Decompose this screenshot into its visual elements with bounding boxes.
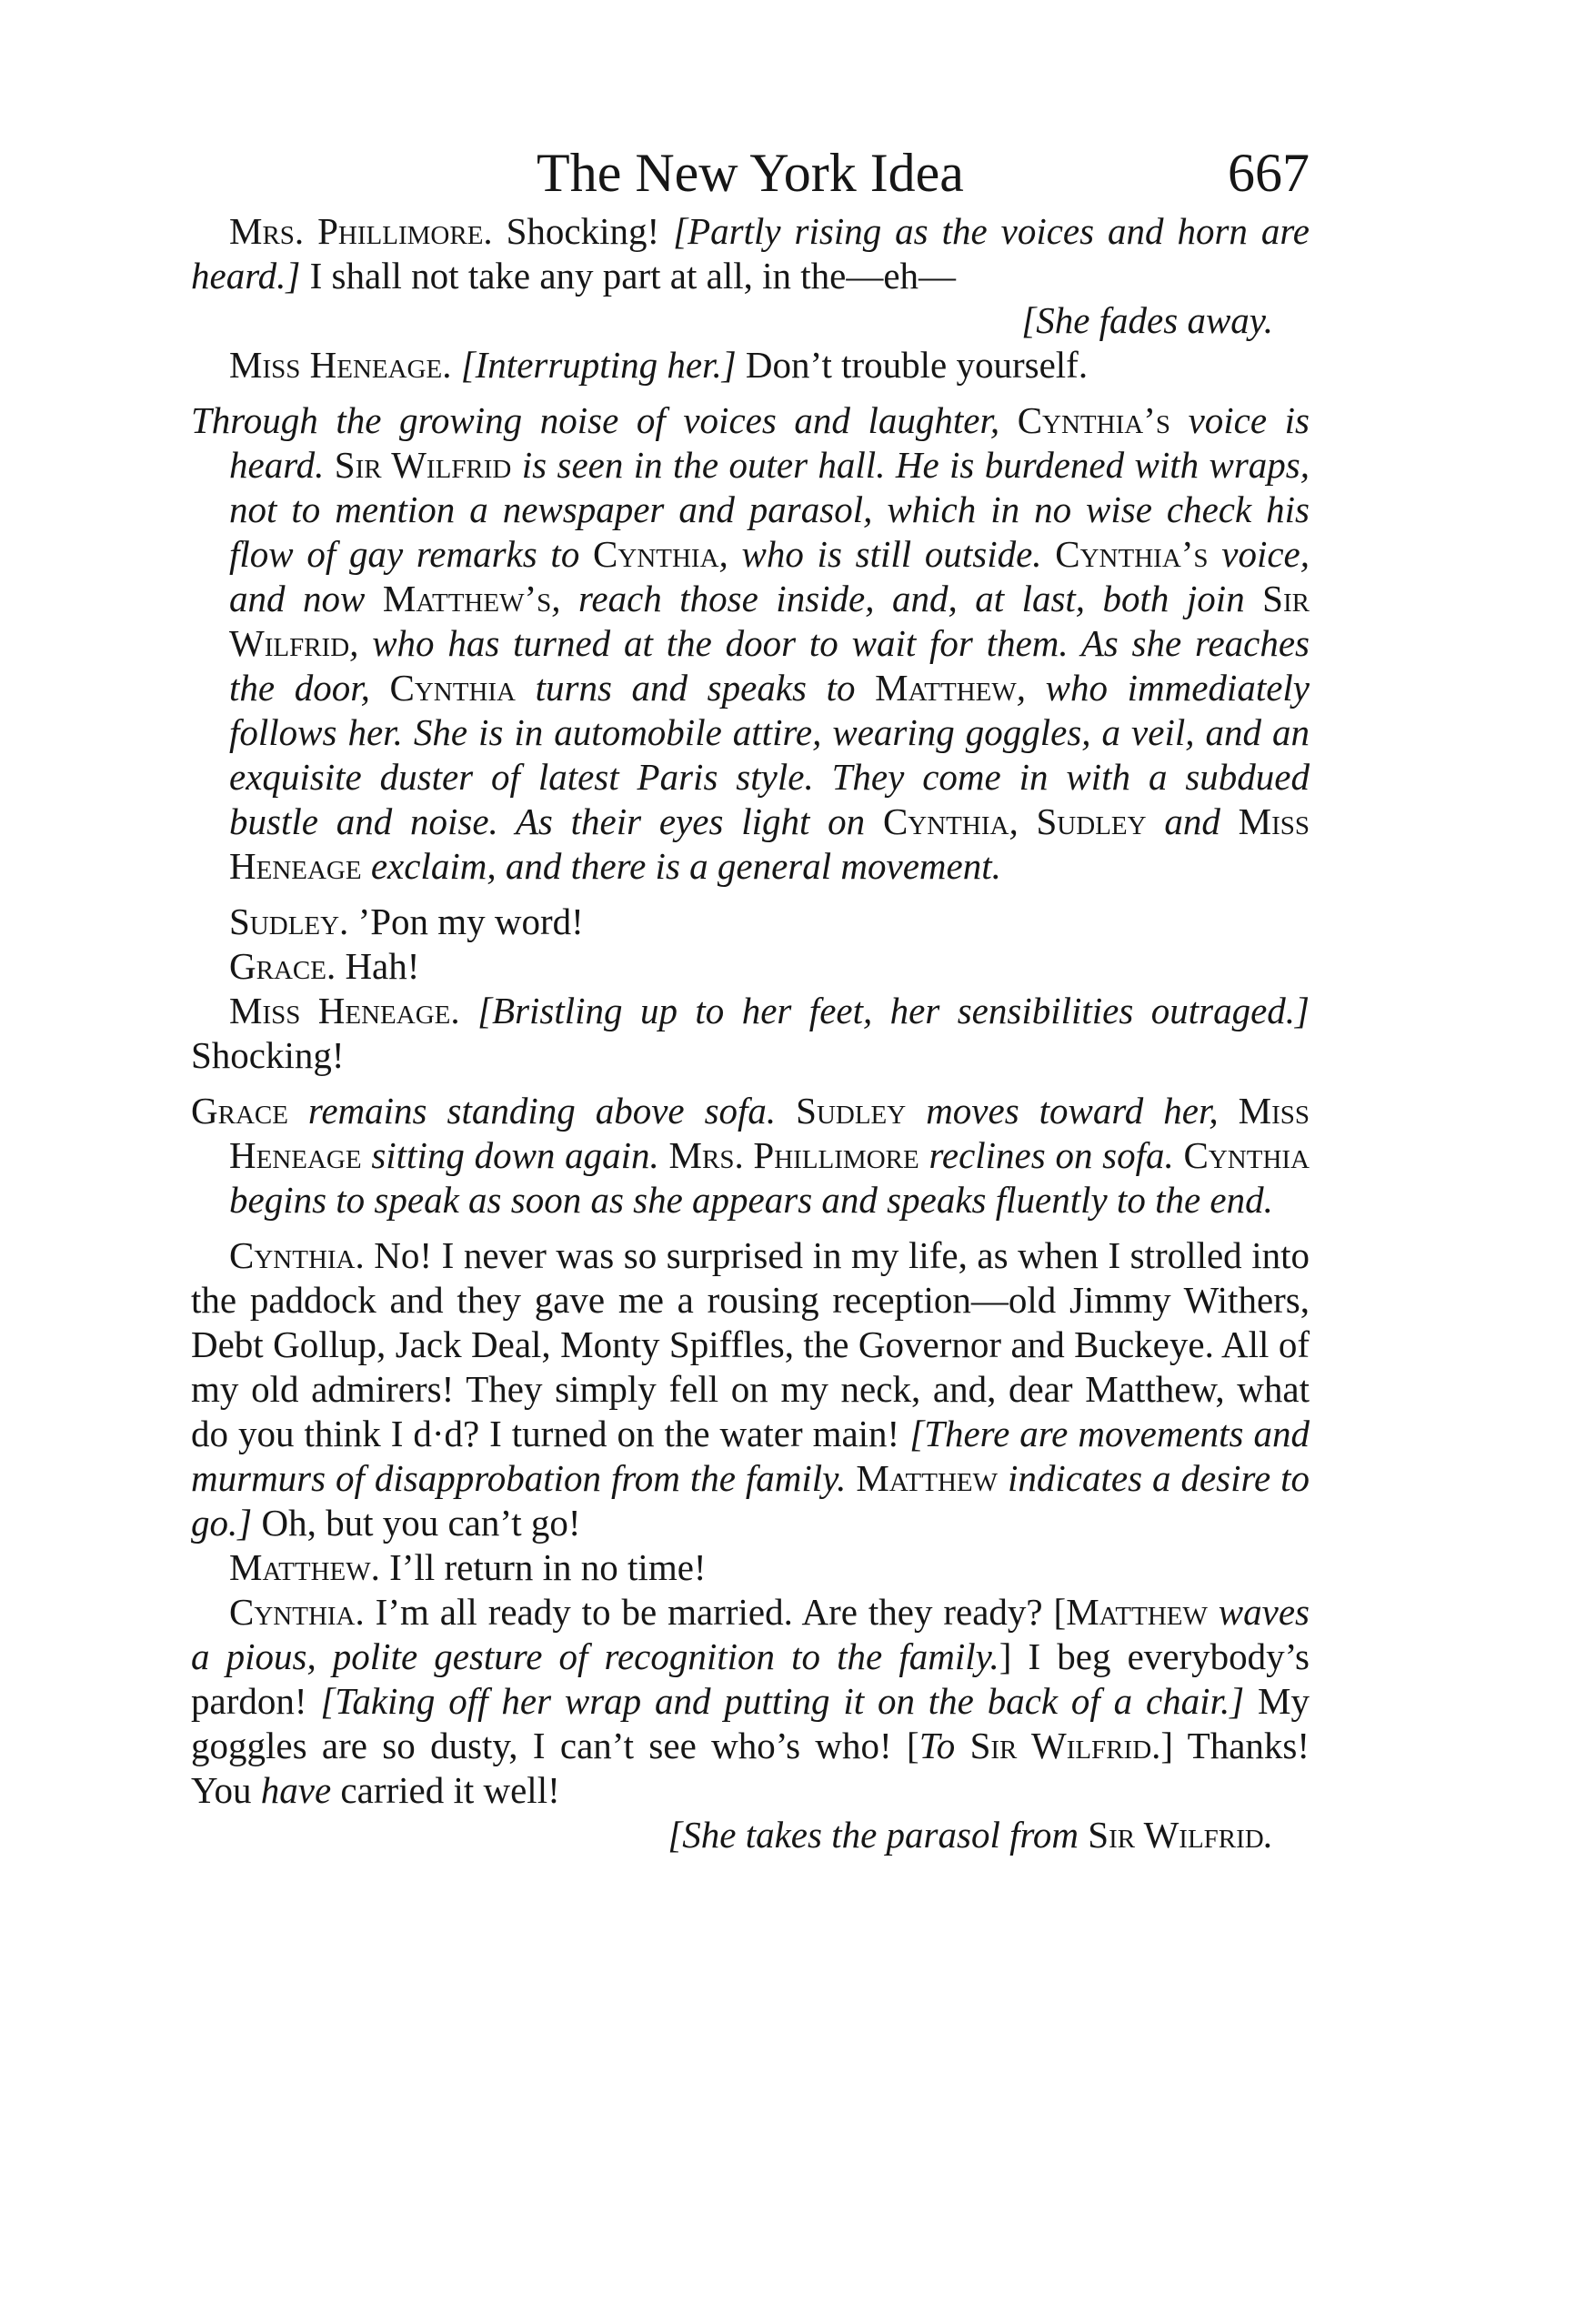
speech-text: I shall not take any part at all, in the—eh—	[300, 255, 957, 297]
stage-direction: [Taking off her wrap and putting it on the back of a chair.]	[320, 1680, 1245, 1722]
stage-direction: [Interrupting her.]	[460, 344, 737, 386]
speaker-name: Miss Heneage.	[229, 990, 460, 1031]
speaker-name: Cynthia.	[229, 1234, 365, 1276]
speech-cynthia-2	[191, 1590, 1310, 1813]
stage-direction: To	[918, 1725, 956, 1766]
character-name: Mrs. Phillimore	[668, 1134, 919, 1176]
speech-text: Hah!	[336, 945, 420, 987]
stage-text: and	[1146, 800, 1239, 842]
running-header	[191, 136, 1310, 209]
speech-miss-heneage-2	[191, 989, 1310, 1078]
character-name: Cynthia’s	[1055, 533, 1209, 575]
speech-sudley	[191, 900, 1310, 944]
character-name: Matthew’s	[382, 578, 552, 619]
page-number: 667	[1228, 143, 1310, 203]
stage-direction: [Bristling up to her feet, her sensibilities outraged.]	[477, 990, 1310, 1031]
stage-text: turns and speaks to	[516, 667, 876, 709]
speech-text: carried it well!	[331, 1769, 560, 1811]
stage-text: voice is heard.	[229, 399, 1310, 486]
speech-text: Oh, but you can’t go!	[252, 1502, 581, 1544]
character-name: Sudley	[1036, 800, 1147, 842]
stage-text: Through the growing noise of voices and laughter,	[191, 399, 1018, 441]
stage-text: , who is still outside.	[718, 533, 1056, 575]
speaker-name: Matthew.	[229, 1546, 380, 1588]
character-name: Matthew	[875, 667, 1017, 709]
stage-direction: [Partly rising as the voices and horn are heard.]	[191, 210, 1310, 297]
speech-text: I’m all ready to be married. Are they ready? [	[364, 1591, 1067, 1633]
stage-direction-block	[191, 398, 1310, 889]
speech-text: Shocking!	[191, 1034, 345, 1076]
stage-text: begins to speak as soon as she appears and speaks fluently to the end.	[229, 1179, 1273, 1221]
speaker-name: Sudley.	[229, 900, 349, 942]
stage-text: is seen in the outer hall. He is burdened with wraps, not to mention a newspaper and parasol, which in no wise check his flow of gay remarks to	[229, 444, 1310, 575]
speech-text: My goggles are so dusty, I can’t see who’s who! [	[191, 1680, 1310, 1766]
speech-text: No! I never was so surprised in my life, as when I strolled into the paddock and they gave me a rousing reception—old Jimmy Withers, Debt Gollup, Jack Deal, Monty Spiffles, the Governor and Buckeye. All of my old admirers! They simply fell on my neck, and, dear Matthew, what do you think I d·d? I turned on the water main!	[191, 1234, 1310, 1454]
speech-matthew	[191, 1545, 1310, 1590]
character-name: Cynthia	[1183, 1134, 1310, 1176]
character-name: Cynthia	[593, 533, 719, 575]
stage-text: , reach those inside, and, at last, both join	[551, 578, 1263, 619]
stage-direction: waves a pious, polite gesture of recognition to the family.	[191, 1591, 1310, 1677]
stage-direction: indicates a desire to go.]	[191, 1457, 1310, 1544]
stage-text: remains standing above sofa.	[287, 1090, 797, 1132]
speech-text: .] Thanks! You	[191, 1725, 1310, 1811]
character-name: Cynthia	[882, 800, 1009, 842]
stage-text: voice, and now	[229, 533, 1310, 619]
character-name: Sudley	[796, 1090, 907, 1132]
speech-mrs-phillimore	[191, 209, 1310, 298]
speaker-name: Mrs. Phillimore.	[229, 210, 493, 252]
stage-text: exclaim, and there is a general movement.	[361, 845, 1001, 887]
emphasis: have	[260, 1769, 332, 1811]
speech-text: ’Pon my word!	[348, 900, 584, 942]
character-name: Miss Heneage	[229, 1090, 1310, 1176]
speaker-name: Cynthia.	[229, 1591, 365, 1633]
character-name: Miss Heneage	[229, 800, 1310, 887]
speech-text: Don’t trouble yourself.	[736, 344, 1089, 386]
speech-text: ] I beg everybody’s pardon!	[191, 1635, 1310, 1722]
running-title: The New York Idea	[537, 143, 964, 203]
speech-grace	[191, 944, 1310, 989]
stage-direction-exit: [She fades away.	[1021, 299, 1273, 341]
stage-text: moves toward her,	[906, 1090, 1239, 1132]
character-name: Cynthia	[389, 667, 516, 709]
stage-text: , who has turned at the door to wait for them. As she reaches the door,	[229, 622, 1310, 709]
page-body	[191, 136, 1310, 1857]
character-name: Grace	[191, 1090, 288, 1132]
speaker-name: Miss Heneage.	[229, 344, 452, 386]
stage-direction-block-2	[191, 1089, 1310, 1222]
stage-direction: [There are movements and murmurs of disapprobation from the family.	[191, 1413, 1310, 1499]
character-name: Matthew	[856, 1457, 999, 1499]
character-name: Sir Wilfrid	[1088, 1814, 1264, 1856]
character-name: Sir Wilfrid	[229, 578, 1310, 664]
character-name: Sir Wilfrid	[334, 444, 512, 486]
character-name: Matthew	[1066, 1591, 1208, 1633]
stage-text: .	[1263, 1814, 1273, 1856]
stage-text: , who immediately follows her. She is in automobile attire, wearing goggles, a veil, and an exquisite duster of latest Paris style. They come in with a subdued bustle and noise. As their eyes light on	[229, 667, 1310, 842]
speaker-name: Grace.	[229, 945, 336, 987]
stage-text: [She takes the parasol from	[668, 1814, 1089, 1856]
stage-direction-parasol	[191, 1813, 1310, 1857]
stage-text: sitting down again.	[361, 1134, 669, 1176]
stage-text: ,	[1009, 800, 1037, 842]
speech-miss-heneage	[191, 343, 1310, 387]
stage-text: reclines on sofa.	[918, 1134, 1184, 1176]
speech-cynthia	[191, 1233, 1310, 1545]
character-name: Cynthia’s	[1017, 399, 1170, 441]
speech-text: Shocking!	[506, 210, 674, 252]
speech-text: I’ll return in no time!	[379, 1546, 707, 1588]
character-name: Sir Wilfrid	[955, 1725, 1152, 1766]
